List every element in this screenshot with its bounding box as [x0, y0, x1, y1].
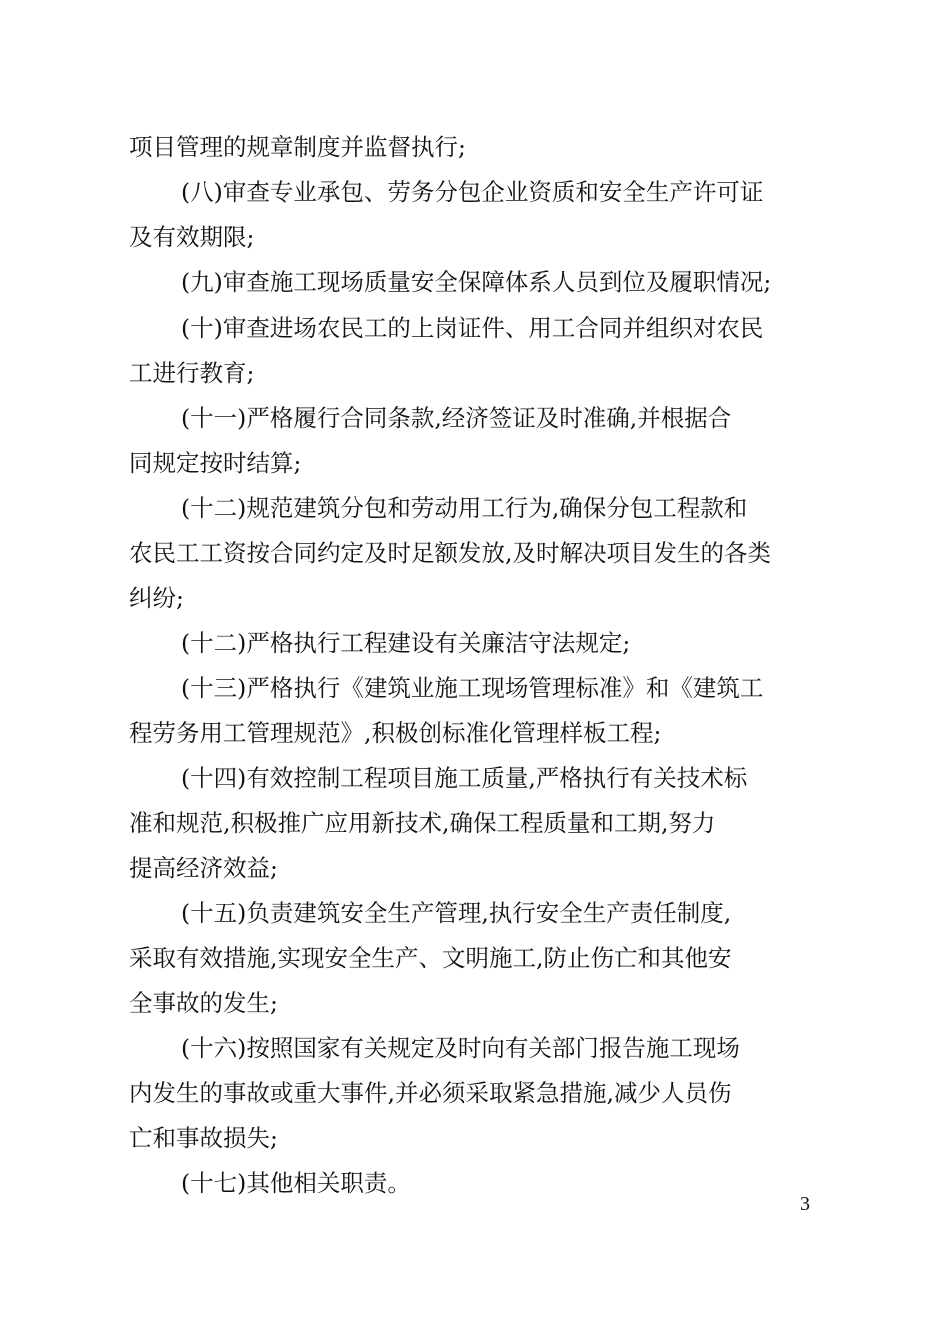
page-number: 3: [800, 1193, 810, 1215]
text-line-8: 同规定按时结算;: [129, 449, 302, 477]
text-line-3: 及有效期限;: [129, 223, 255, 251]
text-line-10: 农民工工资按合同约定及时足额发放,及时解决项目发生的各类: [129, 539, 771, 567]
text-line-18: (十五)负责建筑安全生产管理,执行安全生产责任制度,: [181, 899, 732, 927]
text-line-17: 提高经济效益;: [129, 854, 278, 882]
text-line-6: 工进行教育;: [129, 359, 255, 387]
text-line-5: (十)审查进场农民工的上岗证件、用工合同并组织对农民: [181, 314, 764, 342]
text-line-12: (十二)严格执行工程建设有关廉洁守法规定;: [181, 629, 631, 657]
text-line-1: 项目管理的规章制度并监督执行;: [129, 133, 466, 161]
text-line-19: 采取有效措施,实现安全生产、文明施工,防止伤亡和其他安: [129, 944, 732, 972]
text-line-11: 纠纷;: [129, 584, 184, 612]
text-line-2: (八)审查专业承包、劳务分包企业资质和安全生产许可证: [181, 178, 764, 206]
text-line-22: 内发生的事故或重大事件,并必须采取紧急措施,减少人员伤: [129, 1079, 732, 1107]
text-line-9: (十二)规范建筑分包和劳动用工行为,确保分包工程款和: [181, 494, 748, 522]
text-line-13: (十三)严格执行《建筑业施工现场管理标准》和《建筑工: [181, 674, 764, 702]
text-line-23: 亡和事故损失;: [129, 1124, 278, 1152]
text-line-24: (十七)其他相关职责。: [181, 1169, 411, 1197]
text-line-21: (十六)按照国家有关规定及时向有关部门报告施工现场: [181, 1034, 740, 1062]
text-line-7: (十一)严格履行合同条款,经济签证及时准确,并根据合: [181, 404, 732, 432]
text-line-4: (九)审查施工现场质量安全保障体系人员到位及履职情况;: [181, 268, 772, 296]
text-line-15: (十四)有效控制工程项目施工质量,严格执行有关技术标: [181, 764, 748, 792]
text-line-20: 全事故的发生;: [129, 989, 278, 1017]
text-line-14: 程劳务用工管理规范》,积极创标准化管理样板工程;: [129, 719, 662, 747]
text-line-16: 准和规范,积极推广应用新技术,确保工程质量和工期,努力: [129, 809, 716, 837]
